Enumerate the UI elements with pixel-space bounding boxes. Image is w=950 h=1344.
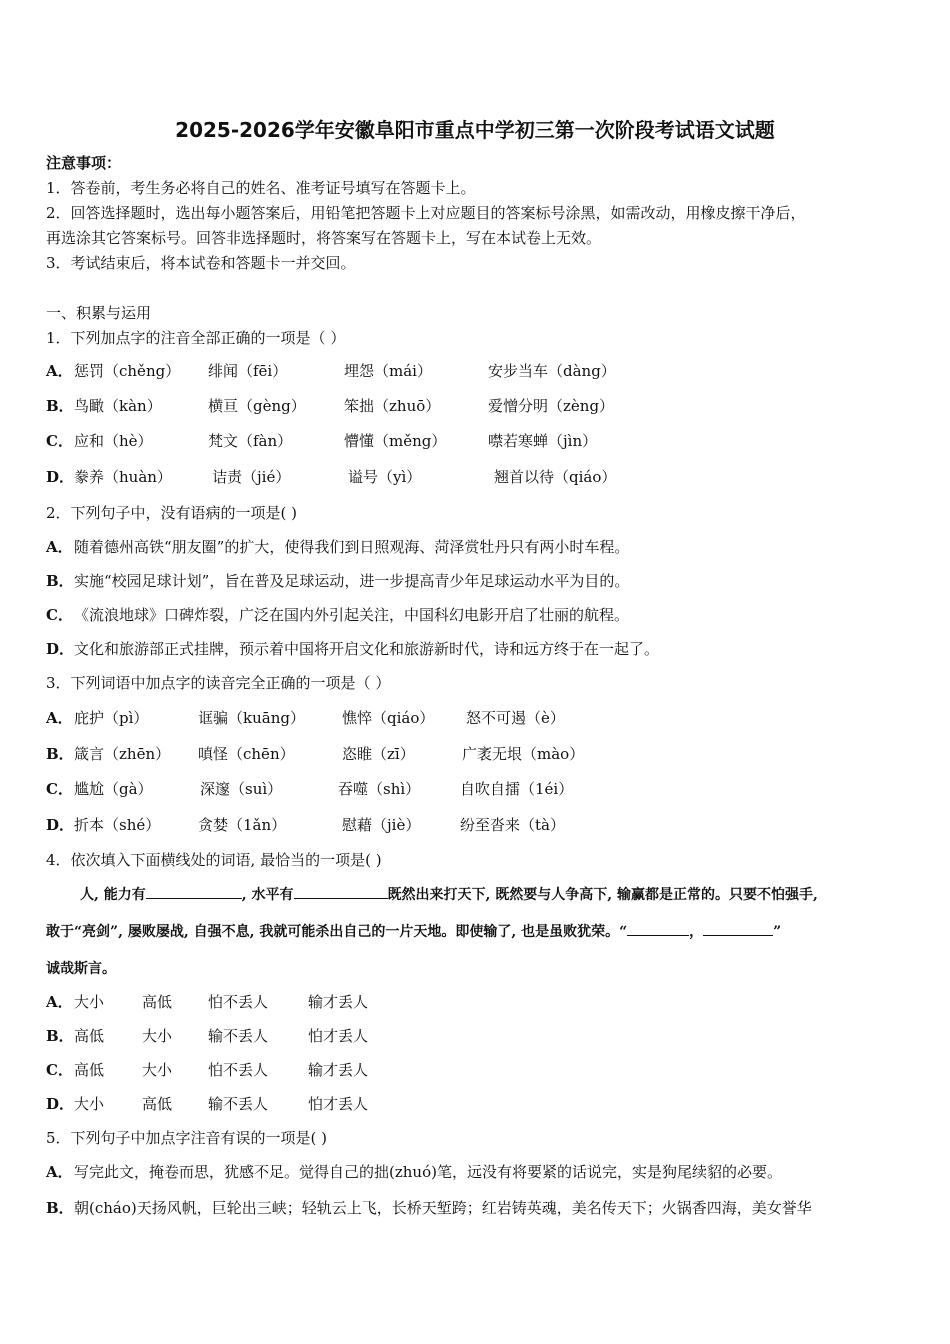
option-cell: 输不丢人 [208,1027,269,1045]
question-5-stem: 5．下列句子中加点字注音有误的一项是( ) [46,1129,328,1147]
option-cell: 输才丢人 [308,1061,369,1079]
notice-item: 2．回答选择题时，选出每小题答案后，用铅笔把答题卡上对应题目的答案标号涂黑，如需改动，用橡皮擦干净后， [46,204,806,222]
passage-text: 敢于“亮剑”, 屡败屡战, 自强不息, 我就可能杀出自己的一片天地。即使输了, 也是虽败犹荣。“ [46,924,628,940]
option-cell: 梵文（fàn） [208,432,293,450]
option-key: A． [46,709,73,727]
option-text: 实施“校园足球计划”，旨在普及足球运动，进一步提高青少年足球运动水平为目的。 [74,572,630,590]
option-text: 《流浪地球》口碑炸裂，广泛在国内外引起关注，中国科幻电影开启了壮丽的航程。 [74,606,630,624]
q1-option-d [46,466,617,487]
fill-blank [294,884,388,899]
option-cell: 箴言（zhēn） [74,745,171,763]
option-cell: 应和（hè） [74,432,153,450]
option-cell: 绯闻（fēi） [208,362,288,380]
fill-blank [703,921,773,936]
option-key: D． [46,468,75,486]
q3-option-c [46,778,574,799]
option-cell: 广袤无垠（mào） [462,745,585,763]
option-cell: 笨拙（zhuō） [344,397,441,415]
q5-option-a [46,1161,782,1182]
q4-passage-line [46,921,781,941]
option-cell: 怕不丢人 [208,993,269,1011]
q1-option-a [46,360,616,381]
q4-option-c [46,1059,369,1080]
option-text: 随着德州高铁“朋友圈”的扩大，使得我们到日照观海、菏泽赏牡丹只有两小时车程。 [74,538,630,556]
option-cell: 慰藉（jiè） [342,816,421,834]
option-cell: 输不丢人 [208,1095,269,1113]
option-cell: 横亘（gèng） [208,397,306,415]
exam-title: 2025-2026学年安徽阜阳市重点中学初三第一次阶段考试语文试题 [175,118,775,142]
q2-option-d [46,638,659,659]
q3-option-b [46,743,585,764]
option-key: A． [46,1163,73,1181]
notice-item: 3．考试结束后，将本试卷和答题卡一并交回。 [46,254,356,272]
option-key: A． [46,362,73,380]
option-cell: 大小 [142,1027,173,1045]
q4-option-b [46,1025,369,1046]
q4-option-a [46,991,369,1012]
option-cell: 埋怨（mái） [344,362,432,380]
option-cell: 大小 [142,1061,173,1079]
question-4-stem: 4．依次填入下面横线处的词语, 最恰当的一项是( ) [46,851,382,869]
option-cell: 惩罚（chěng） [74,362,181,380]
option-key: B． [46,745,74,763]
q3-option-d [46,814,565,835]
q4-passage-line: 诚哉斯言。 [46,961,116,977]
option-cell: 诘责（jié） [212,468,291,486]
option-text: 写完此文，掩卷而思，犹感不足。觉得自己的拙(zhuó)笔，远没有将要紧的话说完，实是狗尾续貂的必要。 [74,1163,782,1181]
notice-item: 再选涂其它答案标号。回答非选择题时，将答案写在答题卡上，写在本试卷上无效。 [46,229,602,247]
option-cell: 贪婪（1ǎn） [198,816,287,834]
option-key: D． [46,640,75,658]
question-3-stem: 3．下列词语中加点字的读音完全正确的一项是（ ） [46,674,391,692]
passage-text: 既然出来打天下, 既然要与人争高下, 输赢都是正常的。只要不怕强手, [387,887,818,903]
option-cell: 憔悴（qiáo） [342,709,435,727]
option-key: C． [46,780,73,798]
option-cell: 高低 [74,1027,105,1045]
option-cell: 爱憎分明（zèng） [488,397,615,415]
option-cell: 嗔怪（chēn） [198,745,295,763]
option-cell: 恣睢（zī） [342,745,415,763]
option-cell: 尴尬（gà） [74,780,153,798]
option-cell: 高低 [142,1095,173,1113]
q2-option-a [46,536,629,557]
option-key: D． [46,1095,75,1113]
option-cell: 庇护（pì） [74,709,149,727]
option-cell: 输才丢人 [308,993,369,1011]
option-key: B． [46,1199,74,1217]
option-cell: 怕才丢人 [308,1027,369,1045]
q1-option-b [46,395,615,416]
option-key: C． [46,1061,73,1079]
option-cell: 鸟瞰（kàn） [74,397,162,415]
option-cell: 安步当车（dàng） [488,362,616,380]
option-cell: 豢养（huàn） [74,468,172,486]
option-key: B． [46,572,74,590]
option-cell: 吞噬（shì） [338,780,421,798]
q3-option-a [46,707,565,728]
fill-blank [146,884,242,899]
option-cell: 怕才丢人 [308,1095,369,1113]
passage-text: 人, 能力有 [80,887,146,903]
option-key: C． [46,606,73,624]
question-2-stem: 2．下列句子中，没有语病的一项是( ) [46,504,298,522]
option-text: 朝(cháo)天扬风帆，巨轮出三峡；轻轨云上飞，长桥天堑跨；红岩铸英魂，美名传天下；火锅香四海，美女誉华 [74,1199,812,1217]
option-cell: 高低 [142,993,173,1011]
notice-item: 1．答卷前，考生务必将自己的姓名、准考证号填写在答题卡上。 [46,179,476,197]
fill-blank [627,921,689,936]
q2-option-c [46,604,629,625]
option-cell: 怕不丢人 [208,1061,269,1079]
q4-option-d [46,1093,369,1114]
option-key: A． [46,538,73,556]
section-heading: 一、积累与运用 [46,304,152,322]
option-cell: 大小 [74,1095,105,1113]
passage-text: ” [773,924,782,940]
option-cell: 纷至沓来（tà） [460,816,565,834]
option-cell: 自吹自擂（1éi） [460,780,574,798]
q2-option-b [46,570,629,591]
option-cell: 噤若寒蝉（jìn） [488,432,598,450]
option-key: B． [46,1027,74,1045]
option-cell: 谥号（yì） [348,468,422,486]
passage-text: , 水平有 [241,887,294,903]
option-key: A． [46,993,73,1011]
q4-passage-line [80,884,818,904]
option-cell: 怒不可遏（è） [466,709,565,727]
option-key: C． [46,432,73,450]
option-cell: 大小 [74,993,105,1011]
question-1-stem: 1．下列加点字的注音全部正确的一项是（ ） [46,329,346,347]
option-text: 文化和旅游部正式挂牌，预示着中国将开启文化和旅游新时代，诗和远方终于在一起了。 [74,640,660,658]
option-cell: 懵懂（měng） [344,432,447,450]
option-cell: 高低 [74,1061,105,1079]
option-key: B． [46,397,74,415]
option-cell: 深邃（suì） [200,780,283,798]
passage-text: ， [689,924,704,940]
q5-option-b [46,1197,812,1218]
option-cell: 折本（shé） [74,816,161,834]
option-key: D． [46,816,75,834]
option-cell: 翘首以待（qiáo） [494,468,617,486]
option-cell: 诓骗（kuāng） [198,709,305,727]
notice-heading: 注意事项： [46,154,122,172]
q1-option-c [46,430,598,451]
